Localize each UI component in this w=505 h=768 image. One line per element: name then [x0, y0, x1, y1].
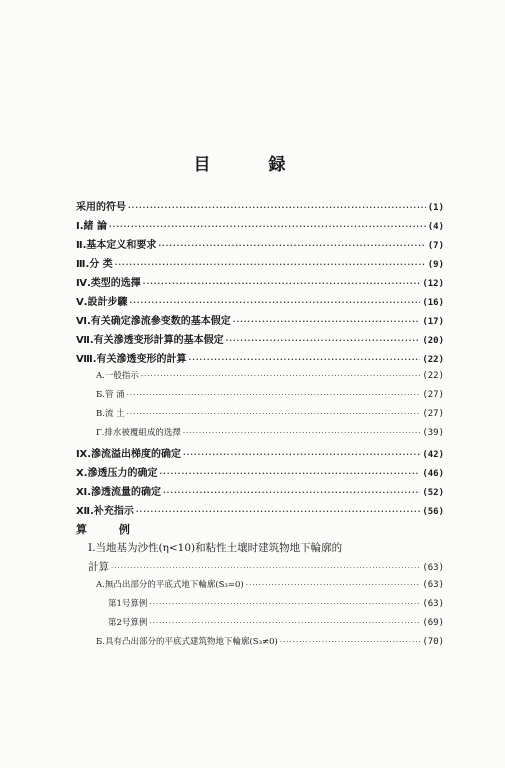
toc-entry: [76, 388, 444, 407]
toc-entry: [76, 217, 444, 236]
toc-entry-page: (46): [422, 469, 444, 479]
toc-entry-label: 采用的符号: [76, 202, 126, 213]
toc-entry: [76, 255, 444, 274]
dot-leader: [246, 581, 421, 589]
toc-entry: [76, 274, 444, 293]
toc-entry-page: (56): [422, 507, 444, 517]
toc-entry-page: (39): [422, 428, 444, 438]
toc-entry-label: A.無凸出部分的平底式地下輪廓(S₃=0): [96, 580, 244, 590]
dot-leader: [163, 489, 420, 497]
toc-entry: [76, 293, 444, 312]
toc-entry: [76, 635, 444, 654]
toc-entry-label: Ⅺ.滲透流量的确定: [76, 487, 161, 498]
toc-entry-page: (63): [422, 563, 444, 573]
dot-leader: [143, 280, 421, 288]
toc-entry: [76, 236, 444, 255]
toc-entry: [76, 483, 444, 502]
toc-entry-page: (22): [422, 355, 444, 365]
toc-entry-page: (7): [427, 241, 444, 251]
toc-entry: [76, 502, 444, 521]
dot-leader: [226, 337, 421, 345]
toc-entry-label: В.流 土: [96, 409, 125, 419]
toc-entry-page: (69): [422, 618, 444, 628]
dot-leader: [183, 429, 420, 437]
toc-entry-page: (12): [422, 279, 444, 289]
toc-entry: [76, 559, 444, 578]
dot-leader: [136, 508, 420, 516]
toc-entry-label: Г.排水被覆組成的选擇: [96, 428, 181, 438]
toc-entry: [76, 312, 444, 331]
toc-entry-page: (16): [422, 298, 444, 308]
toc-entry: [76, 426, 444, 445]
dot-leader: [149, 600, 420, 608]
page-title: 目 録: [193, 155, 312, 175]
toc-entry-label: Б.具有凸出部分的平底式建筑物地下輪廓(S₃≠0): [96, 637, 278, 647]
toc-entry-page: (27): [422, 409, 444, 419]
toc-entry: [76, 331, 444, 350]
toc-entry: [76, 445, 444, 464]
toc-entry-page: (1): [427, 203, 444, 213]
toc-entry-page: (9): [427, 260, 444, 270]
dot-leader: [141, 372, 420, 380]
toc-entry-page: (63): [422, 599, 444, 609]
toc-entry-label: Ⅰ.緒 論: [76, 221, 108, 232]
toc-entry: [76, 407, 444, 426]
toc-entry-page: (22): [422, 371, 444, 381]
toc-entry: [76, 350, 444, 369]
toc-entry-page: (20): [422, 336, 444, 346]
toc-entry-label: Ⅻ.补充指示: [76, 506, 134, 517]
toc-entry-label: Ⅷ.有关滲透变形的計算: [76, 354, 187, 365]
toc-entry: [76, 616, 444, 635]
toc-entry-page: (70): [422, 637, 444, 647]
toc-entry-label: Ⅱ.基本定义和要求: [76, 240, 157, 251]
toc-entry-page: (63): [422, 580, 444, 590]
toc-entry-label: 第2号算例: [108, 618, 148, 628]
dot-leader: [183, 451, 420, 459]
dot-leader: [127, 410, 421, 418]
dot-leader: [158, 242, 425, 250]
dot-leader: [128, 204, 426, 212]
toc-entry-label: Б.管 涌: [96, 390, 125, 400]
toc-entry-label: Ⅲ.分 类: [76, 259, 113, 270]
toc-entry: [76, 369, 444, 388]
dot-leader: [233, 318, 421, 326]
toc-entry: [76, 578, 444, 597]
dot-leader: [189, 356, 421, 364]
toc-entry-page: (4): [427, 222, 444, 232]
dot-leader: [109, 223, 426, 231]
toc-entry-label: Ⅶ.有关滲透变形計算的基本假定: [76, 335, 224, 346]
dot-leader: [280, 638, 420, 646]
dot-leader: [149, 619, 420, 627]
toc-entry-label: Ⅴ.設計步驟: [76, 297, 128, 308]
toc-entry-label: Ⅹ.滲透压力的确定: [76, 468, 158, 479]
dot-leader: [160, 470, 421, 478]
dot-leader: [115, 261, 426, 269]
toc-entry: [76, 464, 444, 483]
toc-entry-label: A.一般指示: [96, 371, 139, 381]
dot-leader: [130, 299, 421, 307]
table-of-contents: [76, 198, 444, 654]
toc-entry: [76, 198, 444, 217]
example-intro: Ⅰ.当地基为沙性(η<10)和粘性土壤时建筑物地下輪廓的: [88, 542, 343, 554]
dot-leader: [127, 391, 421, 399]
dot-leader: [111, 564, 420, 572]
toc-entry-label: 第1号算例: [108, 599, 148, 609]
toc-entry: [76, 597, 444, 616]
toc-entry-page: (52): [422, 488, 444, 498]
toc-entry-page: (27): [422, 390, 444, 400]
examples-heading: 算 例: [76, 523, 144, 536]
toc-entry-label: Ⅵ.有关确定滲流參变数的基本假定: [76, 316, 231, 327]
toc-entry-page: (42): [422, 450, 444, 460]
toc-entry-label: Ⅳ.类型的选擇: [76, 278, 141, 289]
toc-entry-label: 計算: [88, 561, 109, 573]
toc-entry-label: Ⅸ.滲流溢出梯度的确定: [76, 449, 182, 460]
toc-entry-page: (17): [422, 317, 444, 327]
